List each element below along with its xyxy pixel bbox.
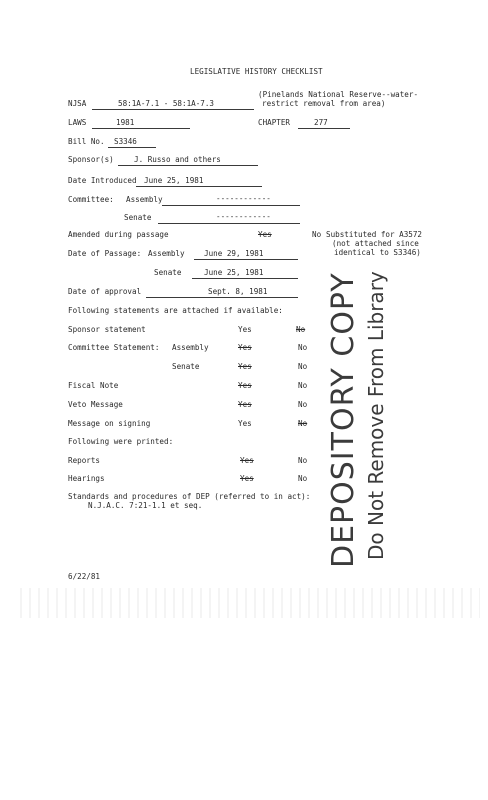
njsa-label: NJSA — [68, 99, 87, 108]
committee-assembly-label: Assembly — [126, 195, 163, 204]
fiscal-note-label: Fiscal Note — [68, 381, 119, 390]
passage-senate-underline — [192, 278, 298, 279]
laws-label: LAWS — [68, 118, 87, 127]
committee-statement-label: Committee Statement: — [68, 343, 160, 352]
sponsor-label: Sponsor(s) — [68, 155, 114, 164]
bill-underline — [108, 147, 156, 148]
committee-statement-senate-no: No — [298, 362, 308, 371]
laws-value: 1981 — [116, 118, 135, 127]
sponsor-statement-yes: Yes — [238, 325, 252, 334]
fiscal-note-yes: Yes — [238, 381, 252, 390]
approval-label: Date of approval — [68, 287, 142, 296]
hearings-label: Hearings — [68, 474, 105, 483]
committee-statement-senate-label: Senate — [172, 362, 200, 371]
chapter-value: 277 — [314, 118, 328, 127]
approval-underline — [146, 297, 298, 298]
depository-copy-stamp: DEPOSITORY COPY — [326, 272, 361, 568]
veto-message-yes: Yes — [238, 400, 252, 409]
sponsor-underline — [118, 165, 258, 166]
njsa-note-line1: (Pinelands National Reserve--water- — [258, 90, 419, 99]
footer-date: 6/22/81 — [68, 572, 101, 581]
laws-underline — [92, 128, 190, 129]
substituted-line3: identical to S3346) — [334, 248, 421, 257]
veto-message-label: Veto Message — [68, 400, 123, 409]
reports-label: Reports — [68, 456, 101, 465]
chapter-label: CHAPTER — [258, 118, 291, 127]
committee-statement-assembly-label: Assembly — [172, 343, 209, 352]
committee-assembly-value: ------------ — [216, 194, 271, 203]
date-introduced-underline — [136, 186, 262, 187]
following-attached-heading: Following statements are attached if available: — [68, 306, 283, 315]
signing-message-no: No — [298, 419, 308, 428]
committee-statement-assembly-yes: Yes — [238, 343, 252, 352]
committee-statement-assembly-no: No — [298, 343, 308, 352]
approval-value: Sept. 8, 1981 — [208, 287, 268, 296]
scan-noise-band — [20, 588, 480, 618]
do-not-remove-stamp: Do Not Remove From Library — [364, 271, 388, 560]
passage-senate-label: Senate — [154, 268, 182, 277]
amended-yes: Yes — [258, 230, 272, 239]
passage-senate-value: June 25, 1981 — [204, 268, 264, 277]
standards-line1: Standards and procedures of DEP (referred to in act): — [68, 492, 311, 501]
reports-no: No — [298, 456, 308, 465]
njsa-value: 58:1A-7.1 - 58:1A-7.3 — [118, 99, 215, 108]
date-introduced-value: June 25, 1981 — [144, 176, 204, 185]
passage-assembly-underline — [194, 259, 298, 260]
hearings-no: No — [298, 474, 308, 483]
passage-assembly-label: Assembly — [148, 249, 185, 258]
amended-label: Amended during passage — [68, 230, 169, 239]
date-introduced-label: Date Introduced — [68, 176, 137, 185]
reports-yes: Yes — [240, 456, 254, 465]
sponsor-statement-label: Sponsor statement — [68, 325, 146, 334]
veto-message-no: No — [298, 400, 308, 409]
committee-label: Committee: — [68, 195, 114, 204]
signing-message-label: Message on signing — [68, 419, 151, 428]
following-printed-heading: Following were printed: — [68, 437, 174, 446]
signing-message-yes: Yes — [238, 419, 252, 428]
chapter-underline — [298, 128, 350, 129]
substituted-line1: Substituted for A3572 — [326, 230, 423, 239]
passage-label: Date of Passage: — [68, 249, 142, 258]
standards-line2: N.J.A.C. 7:21-1.1 et seq. — [88, 501, 203, 510]
committee-senate-underline — [158, 223, 300, 224]
hearings-yes: Yes — [240, 474, 254, 483]
bill-label: Bill No. — [68, 137, 105, 146]
amended-no: No — [312, 230, 322, 239]
njsa-note-line2: restrict removal from area) — [262, 99, 386, 108]
bill-value: S3346 — [114, 137, 137, 146]
fiscal-note-no: No — [298, 381, 308, 390]
committee-senate-value: ------------ — [216, 212, 271, 221]
committee-assembly-underline — [162, 205, 300, 206]
committee-statement-senate-yes: Yes — [238, 362, 252, 371]
substituted-line2: (not attached since — [332, 239, 419, 248]
passage-assembly-value: June 29, 1981 — [204, 249, 264, 258]
sponsor-value: J. Russo and others — [134, 155, 221, 164]
sponsor-statement-no: No — [296, 325, 306, 334]
checklist-title: LEGISLATIVE HISTORY CHECKLIST — [190, 67, 323, 76]
njsa-underline — [92, 109, 254, 110]
committee-senate-label: Senate — [124, 213, 152, 222]
